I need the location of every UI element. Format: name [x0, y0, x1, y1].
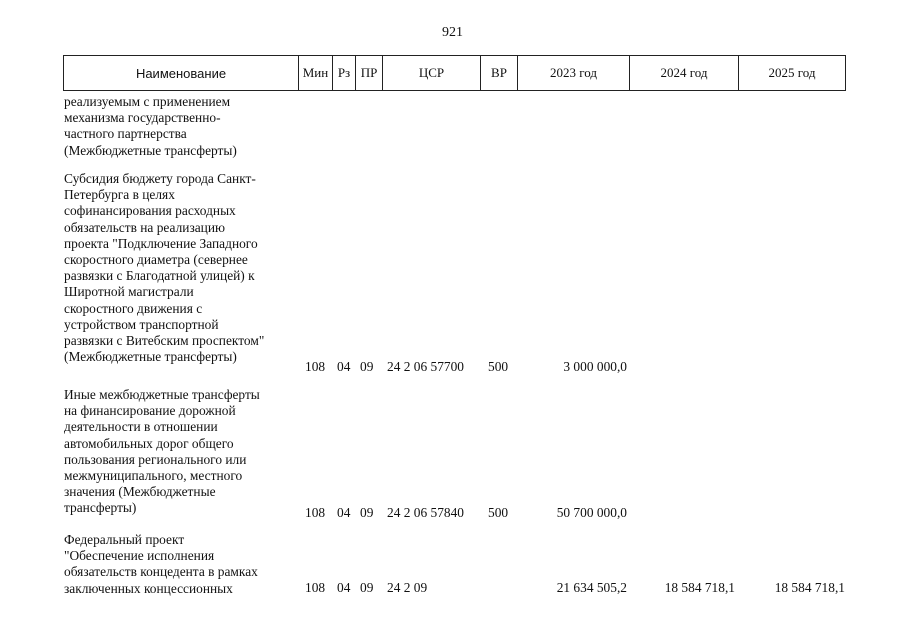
cell-pr: 09 — [360, 359, 374, 374]
cell-csr: 24 2 06 57840 — [387, 505, 464, 520]
cell-rz: 04 — [337, 580, 351, 595]
table-row-name: Субсидия бюджету города Санкт- Петербурга в целях софинансирования расходных обязательств на реализацию проекта "Подключение Западного скоростного диаметра (севернее развязки с Благодатной улицей) к Широтной магистрали скоростного движения с устройством транспортной развязки с Витебским проспектом" (Межбюджетные трансферты) — [64, 171, 265, 365]
header-name: Наименование — [135, 65, 227, 81]
cell-2024: 18 584 718,1 — [664, 580, 735, 595]
cell-pr: 09 — [360, 505, 374, 520]
header-rz: Рз — [332, 56, 355, 90]
cell-2025: 18 584 718,1 — [774, 580, 845, 595]
header-pr: ПР — [355, 56, 382, 90]
cell-2023: 21 634 505,2 — [556, 580, 627, 595]
cell-pr: 09 — [360, 580, 374, 595]
header-2025: 2025 год — [738, 56, 845, 90]
header-2024: 2024 год — [629, 56, 738, 90]
cell-vr: 500 — [488, 359, 509, 374]
cell-2023: 50 700 000,0 — [556, 505, 627, 520]
cell-min: 108 — [305, 359, 326, 374]
cell-rz: 04 — [337, 359, 351, 374]
cell-csr: 24 2 06 57700 — [387, 359, 464, 374]
header-vr: ВР — [480, 56, 517, 90]
cell-min: 108 — [305, 580, 326, 595]
page-number: 921 — [442, 25, 463, 40]
header-2023: 2023 год — [517, 56, 629, 90]
cell-min: 108 — [305, 505, 326, 520]
table-row-name: Иные межбюджетные трансферты на финансирование дорожной деятельности в отношении автомобильных дорог общего пользования регионального или межмуниципального, местного значения (Межбюджетные трансферты) — [64, 387, 260, 516]
cell-rz: 04 — [337, 505, 351, 520]
cell-2023: 3 000 000,0 — [563, 359, 627, 374]
header-csr: ЦСР — [382, 56, 480, 90]
header-min: Мин — [298, 56, 332, 90]
cell-vr: 500 — [488, 505, 509, 520]
table-row-name: Федеральный проект "Обеспечение исполнения обязательств концедента в рамках заключенных концессионных — [64, 532, 258, 596]
table-row-name: реализуемым с применением механизма государственно- частного партнерства (Межбюджетные трансферты) — [64, 94, 237, 158]
cell-csr: 24 2 09 — [387, 580, 428, 595]
table-header — [63, 55, 846, 91]
